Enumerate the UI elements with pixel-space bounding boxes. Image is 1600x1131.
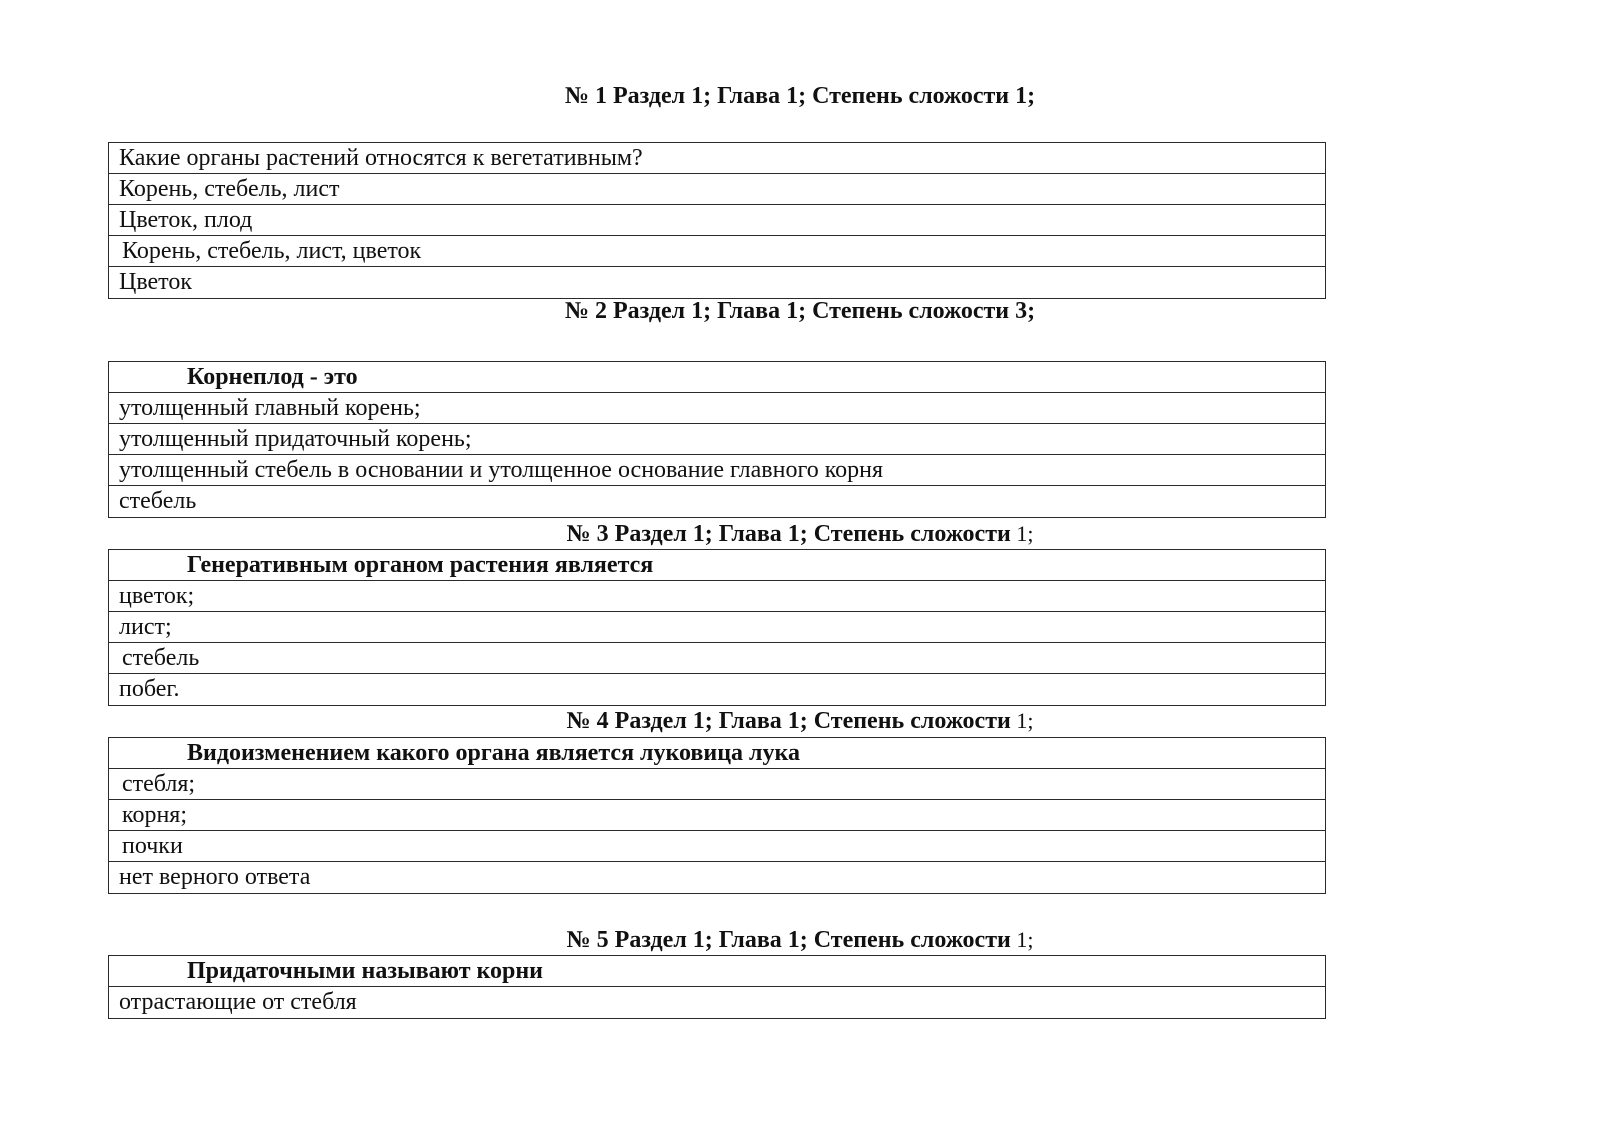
question-2-table [108,361,1326,518]
question-2-text: Корнеплод - это [109,362,1325,393]
question-5-table [108,955,1326,1019]
question-1-table [108,142,1326,299]
question-1-option-3[interactable]: Корень, стебель, лист, цветок [109,236,1325,267]
question-3-heading-text: № 3 Раздел 1; Глава 1; Степень сложости [566,521,1011,547]
question-5-heading [0,926,1600,954]
question-5-heading-text: № 5 Раздел 1; Глава 1; Степень сложости [566,927,1011,953]
question-4-option-3[interactable]: почки [109,831,1325,862]
question-4-heading [0,707,1600,735]
question-4-option-2[interactable]: корня; [109,800,1325,831]
question-2-option-3[interactable]: утолщенный стебель в основании и утолщенное основание главного корня [109,455,1325,486]
question-2-option-4[interactable]: стебель [119,488,197,514]
question-1-option-2[interactable]: Цветок, плод [109,205,1325,236]
question-1-text: Какие органы растений относятся к вегетативным? [109,143,1325,174]
question-3-option-3[interactable]: стебель [109,643,1325,674]
question-3-heading-tail: 1; [1010,521,1034,546]
question-4-table [108,737,1326,894]
question-1-option-4[interactable]: Цветок [119,269,193,295]
question-5-option-1[interactable]: отрастающие от стебля [119,989,357,1015]
question-5-heading-tail: 1; [1010,927,1034,952]
question-3-table [108,549,1326,706]
question-3-heading [0,520,1600,548]
question-2-option-2[interactable]: утолщенный придаточный корень; [109,424,1325,455]
question-2-heading [0,297,1600,325]
question-3-option-2[interactable]: лист; [109,612,1325,643]
question-5-text: Придаточными называют корни [109,956,1325,987]
question-2-heading-text: № 2 Раздел 1; Глава 1; Степень сложости 3; [564,298,1036,324]
question-4-heading-text: № 4 Раздел 1; Глава 1; Степень сложости [566,708,1011,734]
question-4-heading-tail: 1; [1010,708,1034,733]
question-2-option-1[interactable]: утолщенный главный корень; [109,393,1325,424]
question-1-option-1[interactable]: Корень, стебель, лист [109,174,1325,205]
question-4-option-4[interactable]: нет верного ответа [119,864,311,890]
question-1-heading-text: № 1 Раздел 1; Глава 1; Степень сложости 1; [564,83,1036,109]
question-3-option-1[interactable]: цветок; [109,581,1325,612]
question-4-option-1[interactable]: стебля; [109,769,1325,800]
question-4-text: Видоизменением какого органа является луковица лука [109,738,1325,769]
question-1-heading [0,82,1600,110]
question-3-text: Генеративным органом растения является [109,550,1325,581]
question-3-option-4[interactable]: побег. [119,676,180,702]
